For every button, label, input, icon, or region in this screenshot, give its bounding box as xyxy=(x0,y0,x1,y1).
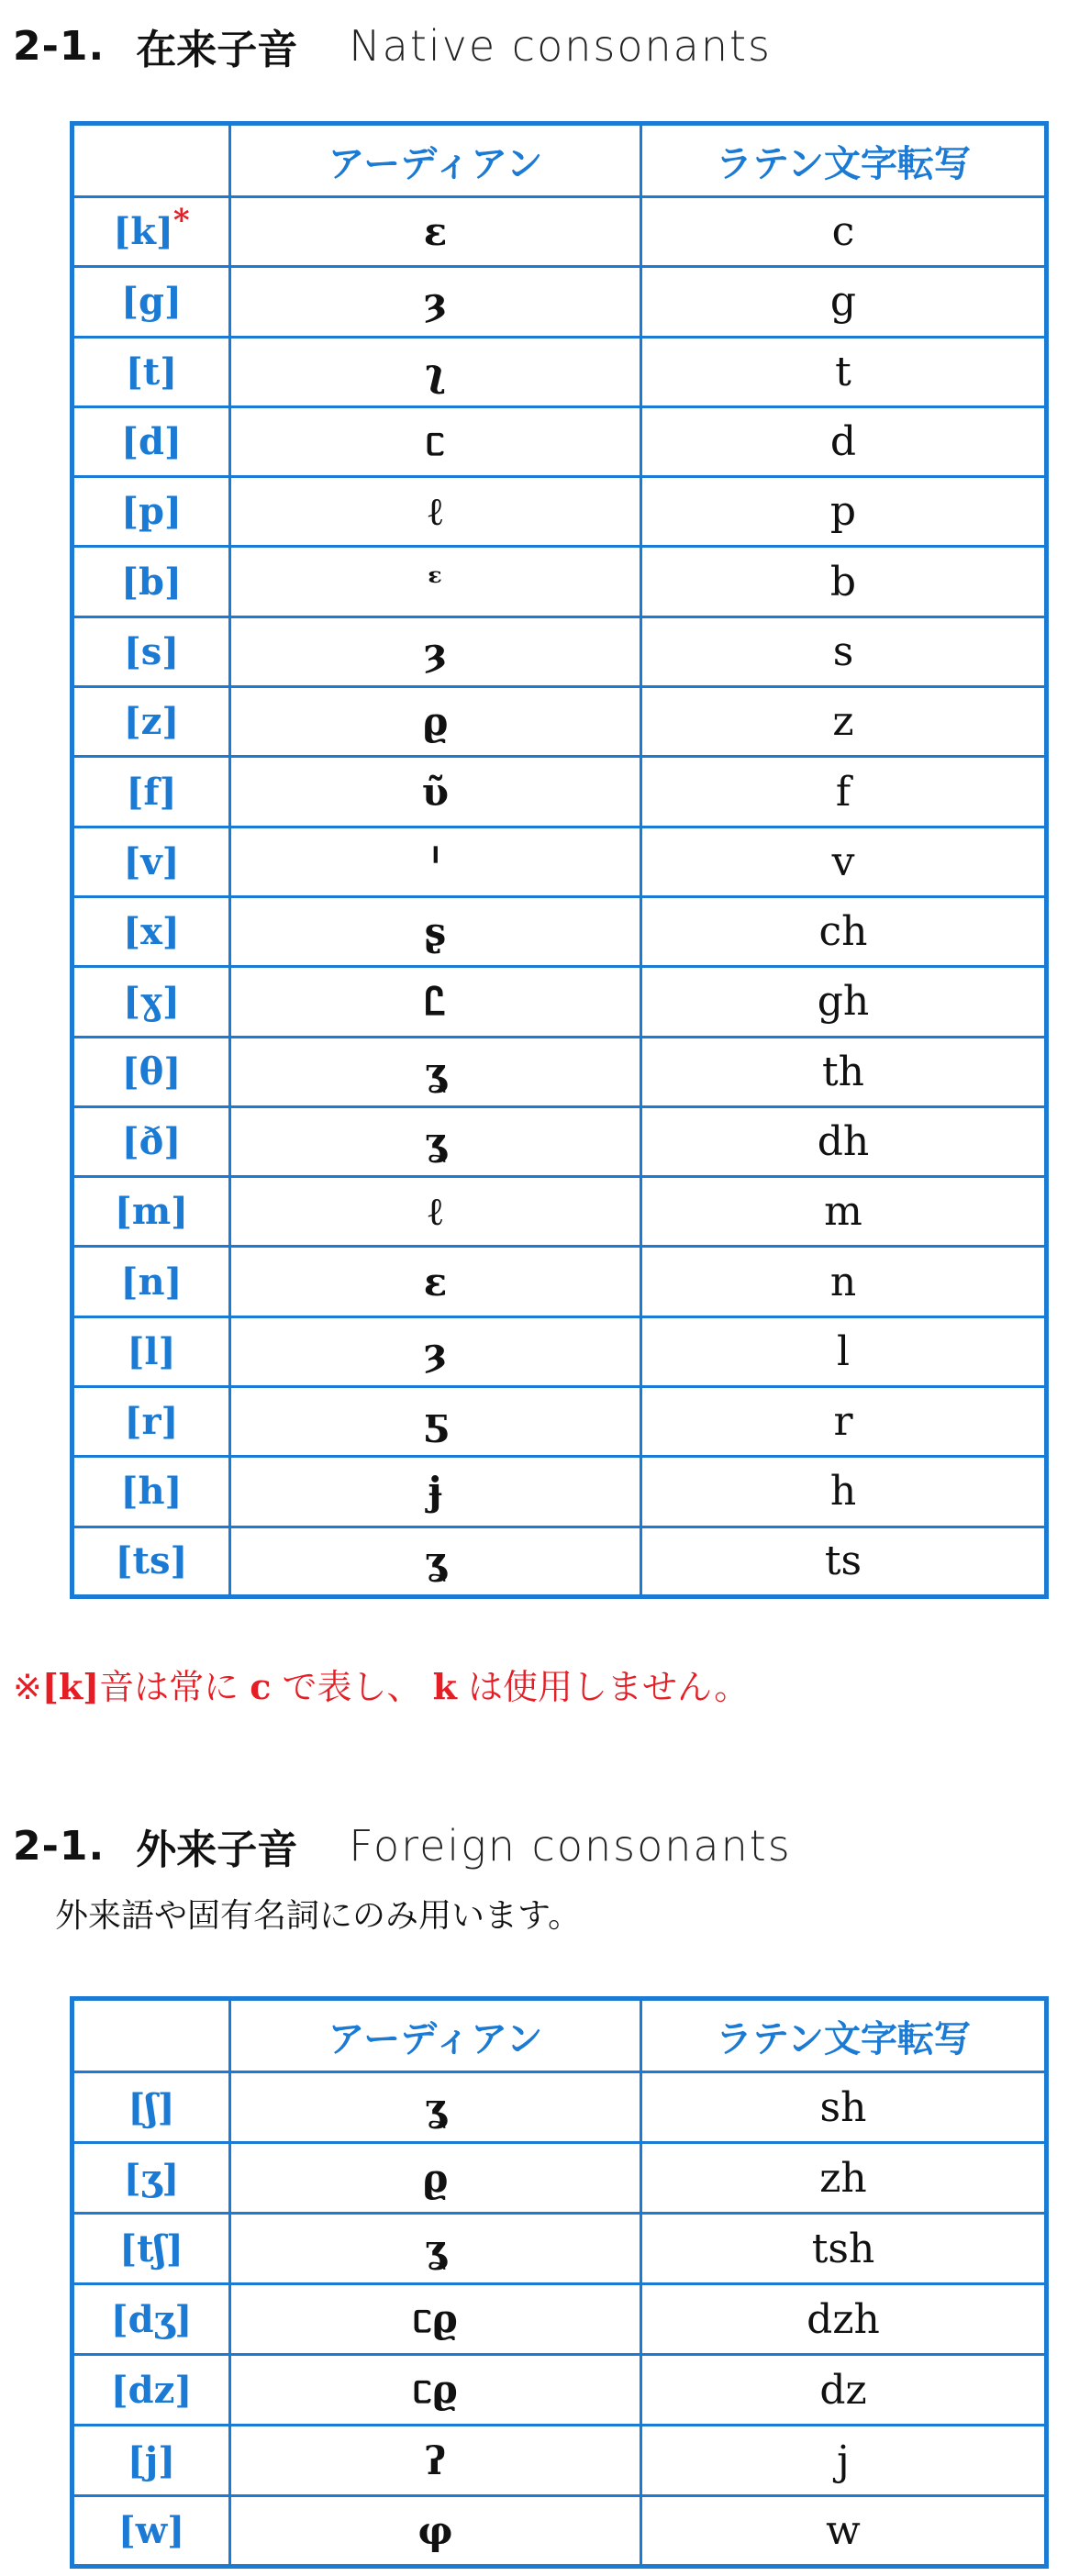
section1-title-ja: 在来子音 xyxy=(136,27,298,73)
ipa-cell xyxy=(72,1527,230,1596)
latin-transcription: r xyxy=(641,1387,1047,1457)
latin-transcription: dh xyxy=(641,1106,1047,1176)
ardian-glyph: ℓ xyxy=(230,1177,641,1247)
table-row xyxy=(72,967,1047,1037)
ipa-cell xyxy=(72,337,230,406)
ardian-glyph: ᥴϱ xyxy=(230,2355,641,2426)
ardian-glyph: ƽ xyxy=(230,1387,641,1457)
ipa-symbol: [z] xyxy=(123,700,180,744)
ipa-symbol: [t] xyxy=(125,350,178,394)
latin-transcription: v xyxy=(641,827,1047,896)
ipa-symbol: [g] xyxy=(121,280,182,324)
table-row xyxy=(72,477,1047,547)
ardian-glyph: ᥴϱ xyxy=(230,2284,641,2355)
ipa-cell xyxy=(72,2284,230,2355)
table-row xyxy=(72,2496,1047,2567)
ipa-symbol: [tʃ] xyxy=(119,2226,184,2271)
ipa-cell xyxy=(72,2214,230,2284)
table-row xyxy=(72,616,1047,686)
ipa-cell xyxy=(72,1177,230,1247)
ipa-symbol: [m] xyxy=(114,1190,189,1234)
ardian-glyph: ℓ xyxy=(230,477,641,547)
ipa-symbol: [l] xyxy=(127,1329,176,1373)
section2-title-ja: 外来子音 xyxy=(136,1827,298,1873)
section2-subtitle: 外来語や固有名詞にのみ用います。 xyxy=(55,1897,582,1935)
ipa-cell xyxy=(72,687,230,757)
footnote xyxy=(13,1659,749,1709)
ardian-glyph: ᑊ xyxy=(230,827,641,896)
latin-transcription: gh xyxy=(641,967,1047,1037)
latin-transcription: ch xyxy=(641,896,1047,966)
ardian-glyph: ϱ xyxy=(230,687,641,757)
section2-title-en: Foreign consonants xyxy=(349,1821,792,1871)
latin-transcription: s xyxy=(641,616,1047,686)
section2-heading xyxy=(13,1809,792,1882)
ardian-glyph: ȝ xyxy=(230,1316,641,1386)
table-row xyxy=(72,1106,1047,1176)
footnote-text2: で表し、 xyxy=(282,1667,422,1707)
ipa-cell xyxy=(72,1106,230,1176)
foreign-consonants-table xyxy=(70,1996,1049,2569)
ipa-symbol: [θ] xyxy=(121,1049,182,1094)
table-row xyxy=(72,896,1047,966)
ipa-symbol: [j] xyxy=(127,2438,176,2482)
header-latin: ラテン文字転写 xyxy=(641,1999,1047,2072)
latin-transcription: zh xyxy=(641,2143,1047,2214)
table-row xyxy=(72,1527,1047,1596)
table-row xyxy=(72,197,1047,267)
ardian-glyph: ʓ xyxy=(230,2214,641,2284)
ardian-glyph: ʓ xyxy=(230,2072,641,2143)
latin-transcription: h xyxy=(641,1457,1047,1527)
ardian-glyph: Ꮭ xyxy=(230,967,641,1037)
ipa-symbol: [b] xyxy=(121,560,182,604)
footnote-text3: は使用しません。 xyxy=(468,1667,750,1707)
latin-transcription: d xyxy=(641,406,1047,476)
ipa-symbol: [w] xyxy=(117,2509,185,2552)
ipa-symbol: [k] xyxy=(113,210,173,254)
ardian-glyph: ɉ xyxy=(230,1457,641,1527)
ardian-glyph: ᥴ xyxy=(230,406,641,476)
table-row xyxy=(72,2284,1047,2355)
table-header-row xyxy=(72,124,1047,197)
ardian-glyph: ʂ xyxy=(230,896,641,966)
ipa-symbol: [ʃ] xyxy=(128,2085,175,2129)
header-ardian: アーディアン xyxy=(230,124,641,197)
ipa-cell xyxy=(72,2426,230,2496)
ipa-symbol: [f] xyxy=(126,770,177,814)
ipa-symbol: [ts] xyxy=(115,1539,188,1583)
ipa-cell xyxy=(72,2496,230,2567)
asterisk-mark: * xyxy=(172,202,190,239)
ardian-glyph: ȝ xyxy=(230,616,641,686)
ipa-cell xyxy=(72,896,230,966)
ipa-symbol: [x] xyxy=(123,910,180,954)
table-row xyxy=(72,337,1047,406)
table-row xyxy=(72,757,1047,827)
table-row xyxy=(72,1387,1047,1457)
ardian-glyph: φ xyxy=(230,2496,641,2567)
latin-transcription: l xyxy=(641,1316,1047,1386)
ardian-glyph: ȝ xyxy=(230,267,641,337)
latin-transcription: tsh xyxy=(641,2214,1047,2284)
section1-heading xyxy=(13,9,772,83)
table-row xyxy=(72,406,1047,476)
table-row xyxy=(72,2072,1047,2143)
ardian-glyph: ʅ xyxy=(230,337,641,406)
ipa-cell xyxy=(72,477,230,547)
table-row xyxy=(72,2426,1047,2496)
ardian-glyph: ɛ xyxy=(230,197,641,267)
native-consonants-table xyxy=(70,121,1049,1599)
footnote-mark: ※ xyxy=(13,1667,42,1707)
latin-transcription: m xyxy=(641,1177,1047,1247)
section1-number: 2-1. xyxy=(13,22,106,70)
ardian-glyph: ʓ xyxy=(230,1106,641,1176)
ipa-symbol: [ʒ] xyxy=(123,2156,180,2200)
latin-transcription: dzh xyxy=(641,2284,1047,2355)
table-row xyxy=(72,547,1047,616)
ipa-cell xyxy=(72,1037,230,1106)
ipa-symbol: [p] xyxy=(121,490,182,534)
ardian-glyph: ᵋ xyxy=(230,547,641,616)
ipa-cell xyxy=(72,547,230,616)
ardian-glyph: ʔ xyxy=(230,2426,641,2496)
ipa-symbol: [v] xyxy=(123,839,180,883)
section2-number: 2-1. xyxy=(13,1822,106,1870)
ipa-cell xyxy=(72,757,230,827)
ipa-symbol: [ɣ] xyxy=(123,980,180,1024)
table-row xyxy=(72,687,1047,757)
latin-transcription: f xyxy=(641,757,1047,827)
header-ipa xyxy=(72,1999,230,2072)
table-row xyxy=(72,1177,1047,1247)
ipa-cell xyxy=(72,616,230,686)
ipa-symbol: [ð] xyxy=(121,1120,182,1163)
latin-transcription: sh xyxy=(641,2072,1047,2143)
ipa-symbol: [r] xyxy=(124,1400,179,1444)
ardian-glyph: ʓ xyxy=(230,1527,641,1596)
ipa-symbol: [s] xyxy=(123,629,180,673)
table-row xyxy=(72,1457,1047,1527)
latin-transcription: c xyxy=(641,197,1047,267)
table-row xyxy=(72,1037,1047,1106)
ipa-symbol: [dʒ] xyxy=(110,2297,193,2341)
table-row xyxy=(72,2143,1047,2214)
ipa-symbol: [dz] xyxy=(110,2368,193,2412)
ipa-cell xyxy=(72,1316,230,1386)
table-header-row xyxy=(72,1999,1047,2072)
table-row xyxy=(72,1247,1047,1316)
ardian-glyph: ɛ xyxy=(230,1247,641,1316)
ipa-cell xyxy=(72,1387,230,1457)
latin-transcription: b xyxy=(641,547,1047,616)
footnote-c: c xyxy=(250,1666,272,1707)
latin-transcription: j xyxy=(641,2426,1047,2496)
footnote-text1: 音は常に xyxy=(99,1667,239,1707)
ipa-cell xyxy=(72,967,230,1037)
ipa-cell xyxy=(72,406,230,476)
footnote-ipa: [k] xyxy=(41,1666,100,1707)
latin-transcription: ts xyxy=(641,1527,1047,1596)
latin-transcription: t xyxy=(641,337,1047,406)
section1-title-en: Native consonants xyxy=(349,21,772,71)
latin-transcription: th xyxy=(641,1037,1047,1106)
ardian-glyph: ʓ xyxy=(230,1037,641,1106)
latin-transcription: w xyxy=(641,2496,1047,2567)
ipa-cell xyxy=(72,1247,230,1316)
latin-transcription: n xyxy=(641,1247,1047,1316)
ipa-cell xyxy=(72,2143,230,2214)
ipa-symbol: [h] xyxy=(120,1470,183,1514)
table-row xyxy=(72,827,1047,896)
latin-transcription: dz xyxy=(641,2355,1047,2426)
ipa-symbol: [d] xyxy=(121,420,182,464)
table-row xyxy=(72,267,1047,337)
latin-transcription: z xyxy=(641,687,1047,757)
table-row xyxy=(72,1316,1047,1386)
ipa-cell xyxy=(72,827,230,896)
latin-transcription: p xyxy=(641,477,1047,547)
ipa-cell xyxy=(72,2355,230,2426)
ardian-glyph: ϱ xyxy=(230,2143,641,2214)
ardian-glyph: ῦ xyxy=(230,757,641,827)
ipa-symbol: [n] xyxy=(120,1260,183,1304)
ipa-cell xyxy=(72,2072,230,2143)
footnote-k: k xyxy=(432,1666,457,1707)
ipa-cell xyxy=(72,267,230,337)
ipa-cell xyxy=(72,197,230,267)
table-row xyxy=(72,2355,1047,2426)
header-latin: ラテン文字転写 xyxy=(641,124,1047,197)
header-ipa xyxy=(72,124,230,197)
table-row xyxy=(72,2214,1047,2284)
latin-transcription: g xyxy=(641,267,1047,337)
ipa-cell xyxy=(72,1457,230,1527)
header-ardian: アーディアン xyxy=(230,1999,641,2072)
